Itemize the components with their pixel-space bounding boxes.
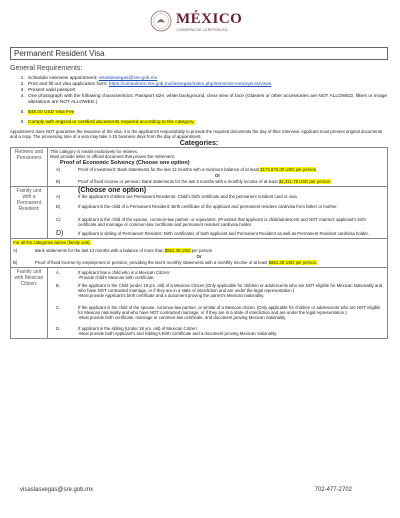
retirees-label: Retirees and Pensioners [11, 148, 48, 187]
requirement-2: 2. Print and fill out visa application form: https://consulmex.sre.gob.mx/lasvegas/index.php/servicios-extranjeros/visas [26, 82, 388, 88]
email-link[interactable]: visaslasvegas@sre.gob.mx [98, 76, 158, 81]
footer [20, 487, 380, 493]
family-resident-option-d: D) If applicant is sibling of Permanent Resident: Birth certificates of both applicant and Permanent Resident as well as Permanent Resident card/visa holder. [56, 230, 369, 237]
solvency-heading: Proof of Economic Solvency (Choose one option) [60, 160, 190, 166]
retirees-content: This category is meant exclusively for retirees. Must provide letter or official document that proves the retirement. Proof of Economic Solvency (Choose one option) A) Proof of investment: Bank statements for the last 12 months with a minimum balance of at least $172,870.00 USD per person Or B) Proof of fixed income or pension: Bank statements for the last 6 months with a monthly income of at least $4,321.75 USD per person. [48, 148, 388, 187]
family-resident-content [48, 187, 388, 239]
family-resident-option-b: B) If applicant is the child of a Permanent Resident: Birth certificate of the applicant and permanent resident card/visa from father or mother. [56, 204, 338, 209]
family-resident-row [11, 187, 388, 239]
requirement-4: 4. One photograph with the following characteristics: Passport size, white background, clear view of face (Glasses or other accessories are NOT ALLOWED, filters or image alterations are NOT ALLOWED.) [26, 94, 388, 106]
logo-subtitle: GOBIERNO DE LA REPÚBLICA [177, 28, 228, 32]
family-resident-option-c: C) If applicant is the child of the spouse, common-law partner, or equivalent. (Provided that applicant is child/adolescent and NOT married; applicant’s birth certificate and marriage or common-law certificate and permanent resident card/visa holder. [56, 217, 366, 227]
general-requirements-heading: General Requirements: [10, 65, 83, 72]
all-categories-option-b: B) Proof of fixed income by employment or pension, providing the last 6 monthly statements with a monthly income of at least $864.35 USD per person. [13, 260, 318, 265]
all-categories-title: For all the categories above (family unit): [13, 240, 91, 245]
eagle-seal-icon [150, 10, 172, 32]
application-form-link[interactable]: https://consulmex.sre.gob.mx/lasvegas/index.php/servicios-extranjeros/visas [108, 82, 272, 87]
family-mexican-label: Family unit with Mexican Citizen: [11, 268, 48, 339]
requirement-6: 6. Comply with original or certified documents required according to the category. [26, 120, 388, 126]
choose-option-heading: (Choose one option) [78, 187, 147, 194]
family-mexican-option-d: D. If applicant is the sibling (Under 18 yrs. old) of Mexican Citizen: -Must provide both Applicant’s and Sibling’s Birth Certificate and a document proving Mexican nationality. [56, 326, 278, 336]
family-resident-option-a: A) If the applicant’s children are Permanent Residents: Child’s birth certificate and the permanent resident card or visa. [56, 194, 298, 199]
footer-email[interactable]: visaslasvegas@sre.gob.mx [20, 487, 94, 493]
retirees-or: Or [214, 173, 220, 178]
requirements-list [10, 76, 388, 126]
logo-country: MÉXICO [176, 11, 243, 27]
categories-heading: Categories: [179, 140, 219, 147]
requirement-5: 5. $48.00 USD Visa Fee [26, 110, 388, 116]
all-categories-row [11, 239, 388, 268]
family-mexican-option-b: B. If the applicant is the Child (under 18 yrs. old) of a Mexican Citizen (Only applicable for children or adolescents who are NOT eligible for Mexican Nationality and who have NOT contracted marriage, or if they are in a state of interdiction and are under the legal representation.) -Must provide Applicant’s birth certificate and a document proving the parent’s Mexican nationality. [56, 283, 383, 298]
categories-table [10, 147, 388, 339]
retirees-row [11, 148, 388, 187]
page-title: Permanent Resident Visa [10, 47, 388, 60]
all-categories-content [11, 239, 388, 268]
mexico-logo [150, 10, 250, 34]
footer-phone[interactable]: 702-477-2702 [314, 487, 352, 493]
disclaimer: Appointment does NOT guarantee the issuance of the visa; it is the applicant’s responsibility to provide the required documents the day of their interview. Applicant must present original documents and a copy. The processing time of a visa may take 1-10 business days from the day of appointment. [10, 129, 382, 139]
requirement-1: 1. Schedule interview appointment: visaslasvegas@sre.gob.mx [26, 76, 388, 82]
family-resident-label: Family unit with a Permanent Resident: [11, 187, 48, 239]
family-mexican-option-a: A. If applicant has a child who is a Mexican Citizen: -Provide child’s Mexican birth certificate. [56, 270, 171, 280]
family-mexican-row [11, 268, 388, 339]
all-categories-or: Or [196, 254, 202, 259]
retirees-option-a: A) Proof of investment: Bank statements for the last 12 months with a minimum balance of at least $172,870.00 USD per person [56, 167, 317, 172]
family-mexican-option-c: C. If the applicant is the child of the spouse, common-law partner, or similar of a Mexican citizen. (Only applicable for children or adolescents who are NOT eligible for Mexican nationality and who have NOT contracted marriage, or if they are in a state of interdiction and are under the legal representation.) -Must provide birth certificate, marriage or common-law certificate, and document proving Mexican nationality. [56, 305, 381, 320]
document [10, 47, 388, 339]
all-categories-option-a: A) Bank statements for the last 12 months with a balance of more than $864.35 USD per person [13, 248, 213, 253]
requirement-3: 3. Present valid passport [26, 88, 388, 94]
family-mexican-content [48, 268, 388, 339]
retirees-option-b: B) Proof of fixed income or pension: Bank statements for the last 6 months with a monthly income of at least $4,321.75 USD per person. [56, 179, 332, 184]
